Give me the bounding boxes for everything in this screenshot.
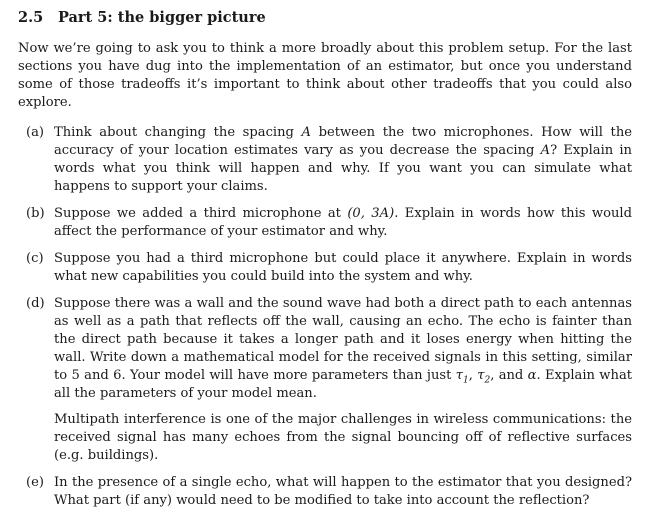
document-page <box>18 6 632 519</box>
question-text: Suppose there was a wall and the sound wave had both a direct path to each antennas as well as a path that reflects off the wall, causing an echo. The echo is fainter than the direct path because it takes a longer path and it loses energy when hitting the wall. Write down a mathematical model for the received signals in this setting, similar to 5 and 6. Your model will have more parameters than just $\tau_1$, $\tau_2$, and α. Explain what all the parameters of your model mean. <box>54 296 633 401</box>
question-label: (b) <box>26 206 45 221</box>
section-title: Part 5: the bigger picture <box>58 9 266 26</box>
question-label: (a) <box>26 125 45 140</box>
question-label: (c) <box>26 251 44 266</box>
math-symbol: A <box>301 125 311 140</box>
question-b <box>18 205 632 241</box>
question-c <box>18 250 632 286</box>
math-symbol: α <box>527 368 537 383</box>
math-expression: (0, 3A) <box>347 206 395 221</box>
math-symbol: $\tau_1$ <box>455 368 469 386</box>
question-label: (e) <box>26 475 44 490</box>
intro-paragraph: Now we’re going to ask you to think a more broadly about this problem setup. For the last sections you have dug into the implementation of an estimator, but once you understand some of those tradeoffs it’s important to think about other tradeoffs that you could also explore. <box>18 41 632 110</box>
question-label: (d) <box>26 296 45 311</box>
section-number: 2.5 <box>18 9 44 26</box>
question-d <box>18 295 632 465</box>
question-text: Suppose we added a third microphone at (0, 3A). Explain in words how this would affect the performance of your estimator and why. <box>54 206 632 239</box>
question-text: In the presence of a single echo, what will happen to the estimator that you designed? What part (if any) would need to be modified to take into account the reflection? <box>54 475 632 508</box>
math-symbol: A <box>540 143 551 158</box>
math-symbol: $\tau_2$ <box>477 368 491 386</box>
question-text: Suppose you had a third microphone but could place it anywhere. Explain in words what new capabilities you could build into the system and why. <box>54 251 632 284</box>
question-a <box>18 124 632 196</box>
question-text-continuation: Multipath interference is one of the major challenges in wireless communications: the received signal has many echoes from the signal bouncing off of reflective surfaces (e.g. buildings). <box>54 412 632 463</box>
section-heading <box>18 8 632 28</box>
question-text: Think about changing the spacing A between the two microphones. How will the accuracy of your location estimates vary as you decrease the spacing A? Explain in words what you think will happen and why. If you want you can simulate what happens to support your claims. <box>54 125 633 194</box>
question-e <box>18 474 632 510</box>
